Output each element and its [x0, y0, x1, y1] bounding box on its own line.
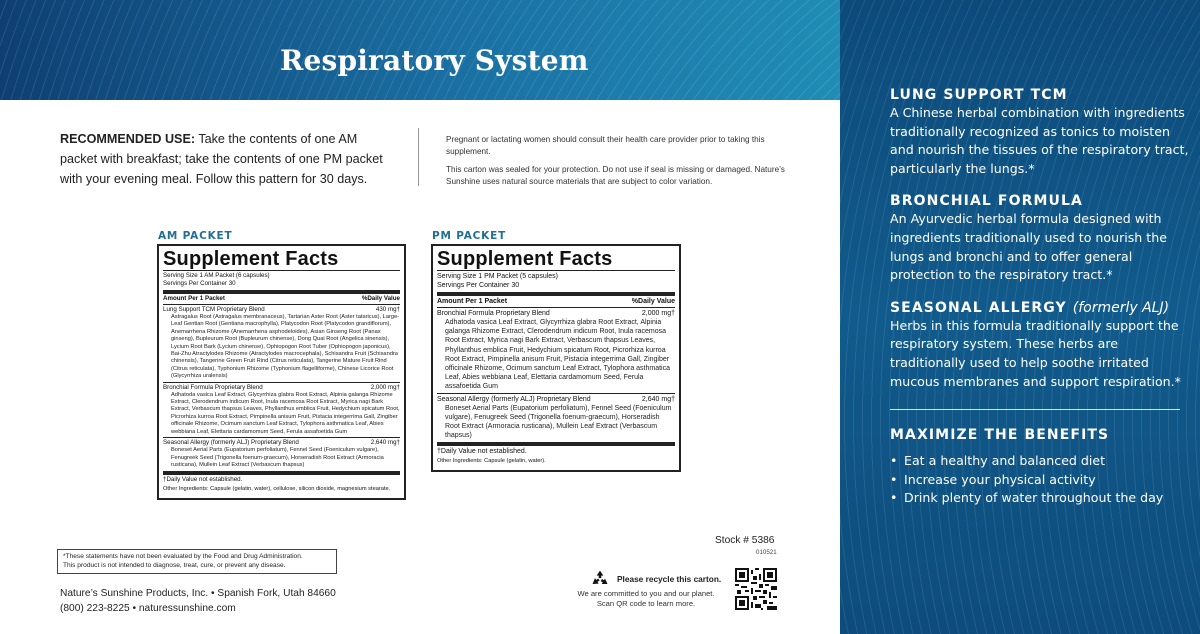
company-contact: (800) 223-8225 • naturessunshine.com: [60, 603, 236, 614]
blend-row: [437, 395, 675, 404]
other-ingredients: Other Ingredients: Capsule (gelatin, water).: [437, 458, 546, 465]
blend-name: Seasonal Allergy (formerly ALJ) Proprietary Blend: [163, 439, 299, 447]
blend-ingredients: Boneset Aerial Parts (Eupatorium perfoliatum), Fennel Seed (Foeniculum vulgare), Fenugreek Seed (Trigonella foenum-graecum), Horseradish Root Extract (Armoracia rusticana), Mullein Leaf Extract (Verbascum thapsus): [445, 404, 672, 440]
blend-amount: 430 mg†: [375, 306, 400, 313]
pregnancy-warning: Pregnant or lactating women should consult their health care provider prior to taking this supplement.: [446, 135, 765, 156]
list-item: • Increase your physical activity: [890, 471, 1190, 490]
disclaimer-line-2: This product is not intended to diagnose, treat, cure, or prevent any disease.: [63, 561, 286, 569]
list-item: • Drink plenty of water throughout the day: [890, 489, 1190, 508]
rule: [437, 393, 675, 394]
product-info-content: [890, 86, 1190, 508]
blend-row: [163, 439, 400, 447]
am-supplement-facts: [157, 244, 406, 500]
list-item: • Eat a healthy and balanced diet: [890, 452, 1190, 471]
am-servings: Servings Per Container 30: [163, 280, 236, 287]
bronchial-text: An Ayurvedic herbal formula designed with ingredients traditionally used to nourish the lungs and bronchi and to offer general protection to the respiratory tract.*: [890, 211, 1167, 283]
pm-header-row: [437, 297, 675, 306]
pm-supplement-facts: [431, 244, 681, 472]
blend-ingredients: Astragalus Root (Astragalus membranaceus), Tartarian Aster Root (Aster tataricus), Large-Leaf Gentian Root (Gentiana macrophylla), Platycodon Root (Platycodon grandiflorum), Anemarrhena Rhizome (Anemarrhena asphodeloides), Asian Ginseng Root (Panax ginseng), Bupleurum Root (Bupleurum chinense), Dong Quai Root (Angelica sinensis), Lycium Root Bark (Lycium chinense), Ophiopogon Root Tuber (Ophiopogon japonicus), Bai-Zhu Atractylodes Rhizome (Atractylodes macrocephala), Schisandra Fruit (Schisandra chinensis), Tangerine Green Fruit Rind (Citrus reticulata), Tangerine Mature Fruit Rind (Citrus reticulata), Typhonium Rhizome (Typhonium flagelliforme), Chinese Licorice Root (Glycyrrhiza uralensis): [171, 314, 400, 380]
other-ingredients: Other Ingredients: Capsule (gelatin, water), cellulose, silicon dioxide, magnesium stearate.: [163, 486, 391, 493]
section-heading: BRONCHIAL FORMULA: [890, 193, 1083, 210]
daily-value-footnote: †Daily Value not established.: [163, 476, 243, 484]
panel-divider: [890, 409, 1180, 410]
blend-amount: 2,000 mg†: [370, 383, 400, 391]
pm-servings: Servings Per Container 30: [437, 282, 520, 289]
blend-amount: 2,640 mg†: [370, 439, 400, 447]
recommended-use-label: RECOMMENDED USE:: [60, 132, 196, 146]
blend-name: Bronchial Formula Proprietary Blend: [437, 310, 550, 317]
thick-rule: [437, 292, 675, 296]
rule: [163, 437, 400, 438]
am-facts-title: Supplement Facts: [163, 248, 339, 270]
lung-support-text: A Chinese herbal combination with ingredients traditionally recognized as tonics to moisten and nourish the tissues of the respiratory tract, particularly the lungs.*: [890, 105, 1189, 176]
dv-header: %Daily Value: [361, 295, 400, 302]
recycle-line-2: Scan QR code to learn more.: [596, 599, 696, 608]
recommended-use: [60, 130, 390, 189]
blend-ingredients: Adhatoda vasica Leaf Extract, Glycyrrhiza glabra Root Extract, Alpinia galanga Rhizome Extract, Clerodendrum indicum Root, Inula racemosa Root Extract, Myrica nagi Bark Extract, Verbascum thapsus Leaves, Phyllanthus emblica Fruit, Hedychium spicatum Root, Picrorhiza kurroa Root Extract, Pimpinella anisum Fruit, Pistacia integerrima Gall, Zingiber officinale Rhizome, Ocimum sanctum Leaf Extract, Tylophora asthmatica Leaf, Abies webbiana Leaf, Elettaria cardamomum Seed, Ferula assafoetida Gum: [445, 319, 671, 391]
amount-header: Amount Per 1 Packet: [437, 298, 508, 305]
seasonal-allergy-heading: [890, 299, 1190, 317]
page-title: Respiratory System: [280, 44, 589, 77]
daily-value-footnote: †Daily Value not established.: [437, 448, 527, 456]
fda-disclaimer: [57, 549, 337, 574]
section-heading: LUNG SUPPORT TCM: [890, 87, 1068, 103]
pm-facts-title: Supplement Facts: [437, 248, 613, 270]
rule: [163, 270, 400, 271]
thick-rule: [437, 442, 675, 446]
rule: [437, 307, 675, 308]
stock-number: Stock # 5386: [715, 535, 775, 546]
rule: [163, 382, 400, 383]
blend-name: Bronchial Formula Proprietary Blend: [163, 383, 263, 391]
benefits-list: [890, 452, 1190, 508]
product-info-panel: [840, 0, 1200, 634]
blend-row: [163, 384, 400, 392]
blend-ingredients: Adhatoda vasica Leaf Extract, Glycyrrhiza glabra Root Extract, Alpinia galanga Rhizome Extract, Clerodendrum indicum Root, Inula racemosa Root Extract, Myrica nagi Bark Extract, Verbascum thapsus Leaves, Phyllanthus emblica Fruit, Hedychium spicatum Root, Picrorhiza kurroa Root Extract, Pimpinella anisum Fruit, Pistacia integerrima Gall, Zingiber officinale Rhizome, Ocimum sanctum Leaf Extract, Tylophora asthmatica Leaf, Abies webbiana Leaf, Elettaria cardamomum Seed, Ferula assafoetida Gum: [171, 391, 400, 435]
amount-header: Amount Per 1 Packet: [163, 295, 225, 302]
section-subheading: (formerly ALJ): [1072, 299, 1170, 316]
blend-row: [163, 306, 400, 314]
divider: [418, 128, 419, 186]
bronchial-heading: [890, 192, 1190, 210]
disclaimer-line-1: *These statements have not been evaluated by the Food and Drug Administration.: [63, 553, 303, 560]
blend-amount: 2,640 mg†: [641, 395, 675, 403]
section-heading: SEASONAL ALLERGY: [890, 299, 1067, 316]
seal-notice: This carton was sealed for your protection. Do not use if seal is missing or damaged. Nature’s Sunshine uses natural source materials that are subject to color variation.: [446, 165, 785, 186]
thick-rule: [163, 471, 400, 475]
seasonal-allergy-text: Herbs in this formula traditionally support the respiratory system. These herbs are traditionally used to help soothe irritated mucous membranes and support respiration.*: [890, 317, 1181, 389]
company-address: Nature’s Sunshine Products, Inc. • Spanish Fork, Utah 84660: [60, 588, 336, 599]
dv-header: %Daily Value: [631, 298, 675, 305]
blend-ingredients: Boneset Aerial Parts (Eupatorium perfoliatum), Fennel Seed (Foeniculum vulgare), Fenugreek Seed (Trigonella foenum-graecum), Horseradish Root Extract (Armoracia rusticana), Mullein Leaf Extract (Verbascum thapsus): [171, 447, 384, 468]
lung-support-heading: [890, 86, 1190, 104]
pm-serving-size: Serving Size 1 PM Packet (5 capsules): [437, 273, 558, 280]
rule: [163, 304, 400, 305]
company-info: [60, 586, 336, 616]
safety-notice: [446, 134, 786, 187]
thick-rule: [163, 290, 400, 294]
recycle-title: Please recycle this carton.: [617, 574, 722, 584]
recycle-note: [566, 589, 726, 609]
recycle-line-1: We are committed to you and our planet.: [577, 589, 715, 598]
blend-amount: 2,000 mg†: [641, 310, 675, 317]
am-packet-label: AM PACKET: [158, 230, 233, 242]
recycle-icon: [590, 569, 610, 589]
header-banner: [0, 0, 840, 100]
pm-packet-label: PM PACKET: [432, 230, 507, 242]
blend-name: Lung Support TCM Proprietary Blend: [163, 306, 265, 313]
benefits-heading: MAXIMIZE THE BENEFITS: [890, 427, 1110, 444]
am-header-row: [163, 295, 400, 303]
recommended-use-text: Take the contents of one AM packet with breakfast; take the contents of one PM packet with your evening meal. Follow this pattern for 30 days.: [60, 132, 383, 186]
am-serving-size: Serving Size 1 AM Packet (6 capsules): [163, 272, 270, 279]
rule: [437, 270, 675, 271]
blend-row: [437, 309, 675, 318]
blend-name: Seasonal Allergy (formerly ALJ) Proprietary Blend: [437, 395, 591, 403]
stock-code: 010521: [756, 549, 777, 556]
qr-code[interactable]: [735, 568, 777, 610]
